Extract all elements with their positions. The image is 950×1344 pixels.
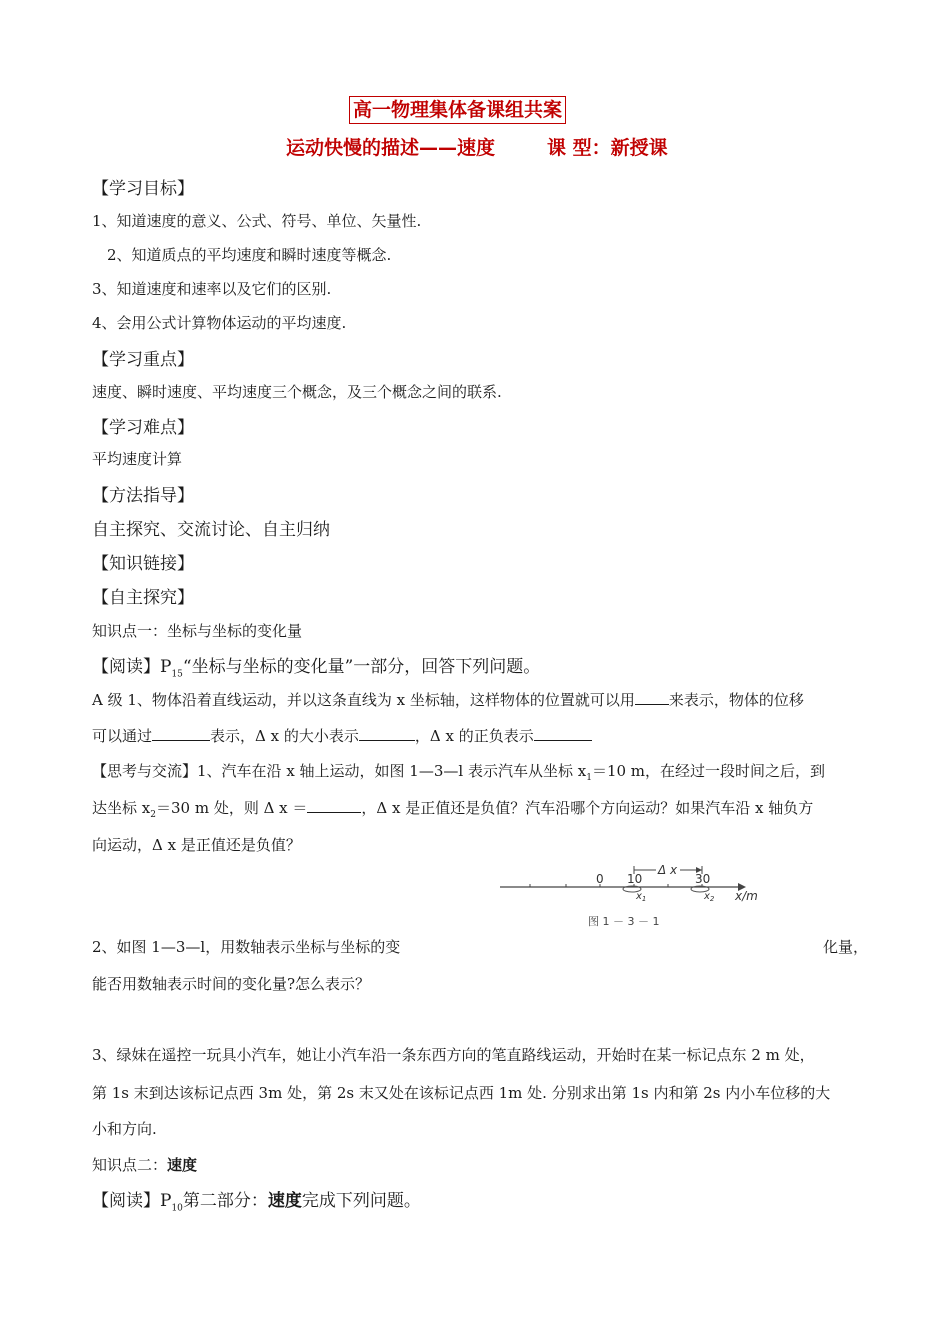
- q1-line-1: A 级 1、物体沿着直线运动，并以这条直线为 x 坐标轴，这样物体的位置就可以用 来表示，物体的位移: [92, 691, 804, 709]
- delta-x-label: Δ x: [658, 863, 678, 877]
- method-header: 【方法指导】: [92, 486, 194, 506]
- think-line-1: 【思考与交流】1、汽车在沿 x 轴上运动，如图 1—3—l 表示汽车从坐标 $x_1=10$ m，在经过一段时间之后，到: [92, 762, 826, 783]
- method-text: 自主探究、交流讨论、自主归纳: [92, 520, 330, 540]
- goal-item-3: 3、知道速度和速率以及它们的区别.: [92, 280, 332, 298]
- answer-blank[interactable]: [359, 726, 415, 741]
- x2-label: $x_2$: [704, 891, 715, 903]
- tick-label-0: 0: [596, 872, 604, 886]
- focus-header: 【学习重点】: [92, 350, 194, 370]
- think-line-3: 向运动，Δ x 是正值还是负值？: [92, 836, 301, 854]
- kp1-title: 知识点一：坐标与坐标的变化量: [92, 622, 303, 640]
- kp1-read: 【阅读】$P_{15}“$坐标与坐标的变化量”一部分，回答下列问题。: [92, 657, 541, 680]
- q3-line-1: 3、绿妹在遥控一玩具小汽车，她让小汽车沿一条东西方向的笔直路线运动，开始时在某一标记点东 2 m 处，: [92, 1046, 815, 1064]
- tick-label-10: 10: [627, 872, 643, 886]
- goal-item-1: 1、知道速度的意义、公式、符号、单位、矢量性.: [92, 212, 422, 230]
- answer-blank[interactable]: [152, 726, 210, 741]
- focus-text: 速度、瞬时速度、平均速度三个概念，及三个概念之间的联系.: [92, 383, 502, 401]
- goal-item-2: 2、知道质点的平均速度和瞬时速度等概念.: [107, 246, 392, 264]
- q3-line-3: 小和方向.: [92, 1120, 157, 1138]
- figure-caption: 图 1 － 3 － 1: [588, 915, 660, 928]
- difficulty-header: 【学习难点】: [92, 418, 194, 438]
- lesson-title: 运动快慢的描述——速度: [286, 137, 496, 159]
- answer-blank[interactable]: [635, 690, 669, 705]
- think-line-2: 达坐标 $x_2=30$ m 处，则 Δ x ＝ ，Δ x 是正值还是负值？汽车沿哪个方向运动？如果汽车沿 x 轴负方: [92, 799, 814, 820]
- lesson-type: 课 型：新授课: [547, 137, 668, 159]
- kp2-read: 【阅读】$P_{10}$第二部分：速度完成下列问题。: [92, 1191, 421, 1214]
- explore-header: 【自主探究】: [92, 588, 194, 608]
- x1-label: $x_1$: [636, 891, 647, 903]
- goal-item-4: 4、会用公式计算物体运动的平均速度.: [92, 314, 347, 332]
- number-line-figure: [500, 862, 770, 932]
- goals-header: 【学习目标】: [92, 179, 194, 199]
- q1-line-2: 可以通过 表示，Δ x 的大小表示 ，Δ x 的正负表示: [92, 725, 592, 746]
- answer-blank[interactable]: [307, 798, 361, 813]
- link-header: 【知识链接】: [92, 554, 194, 574]
- axis-unit-label: x/m: [735, 889, 758, 903]
- q2-line-1: 2、如图 1—3—l，用数轴表示坐标与坐标的变: [92, 938, 401, 956]
- tick-label-30: 30: [695, 872, 711, 886]
- subtitle: [286, 133, 668, 160]
- q3-line-2: 第 1s 末到达该标记点西 3m 处，第 2s 末又处在该标记点西 1m 处. 分别求出第 1s 内和第 2s 内小车位移的大: [92, 1084, 831, 1102]
- q2-line-1-end: 化量，: [823, 938, 869, 956]
- kp2-title: 知识点二：速度: [92, 1156, 198, 1174]
- q2-line-2: 能否用数轴表示时间的变化量?怎么表示？: [92, 975, 371, 993]
- difficulty-text: 平均速度计算: [92, 450, 183, 468]
- document-title: 高一物理集体备课组共案: [349, 96, 566, 124]
- answer-blank[interactable]: [534, 726, 592, 741]
